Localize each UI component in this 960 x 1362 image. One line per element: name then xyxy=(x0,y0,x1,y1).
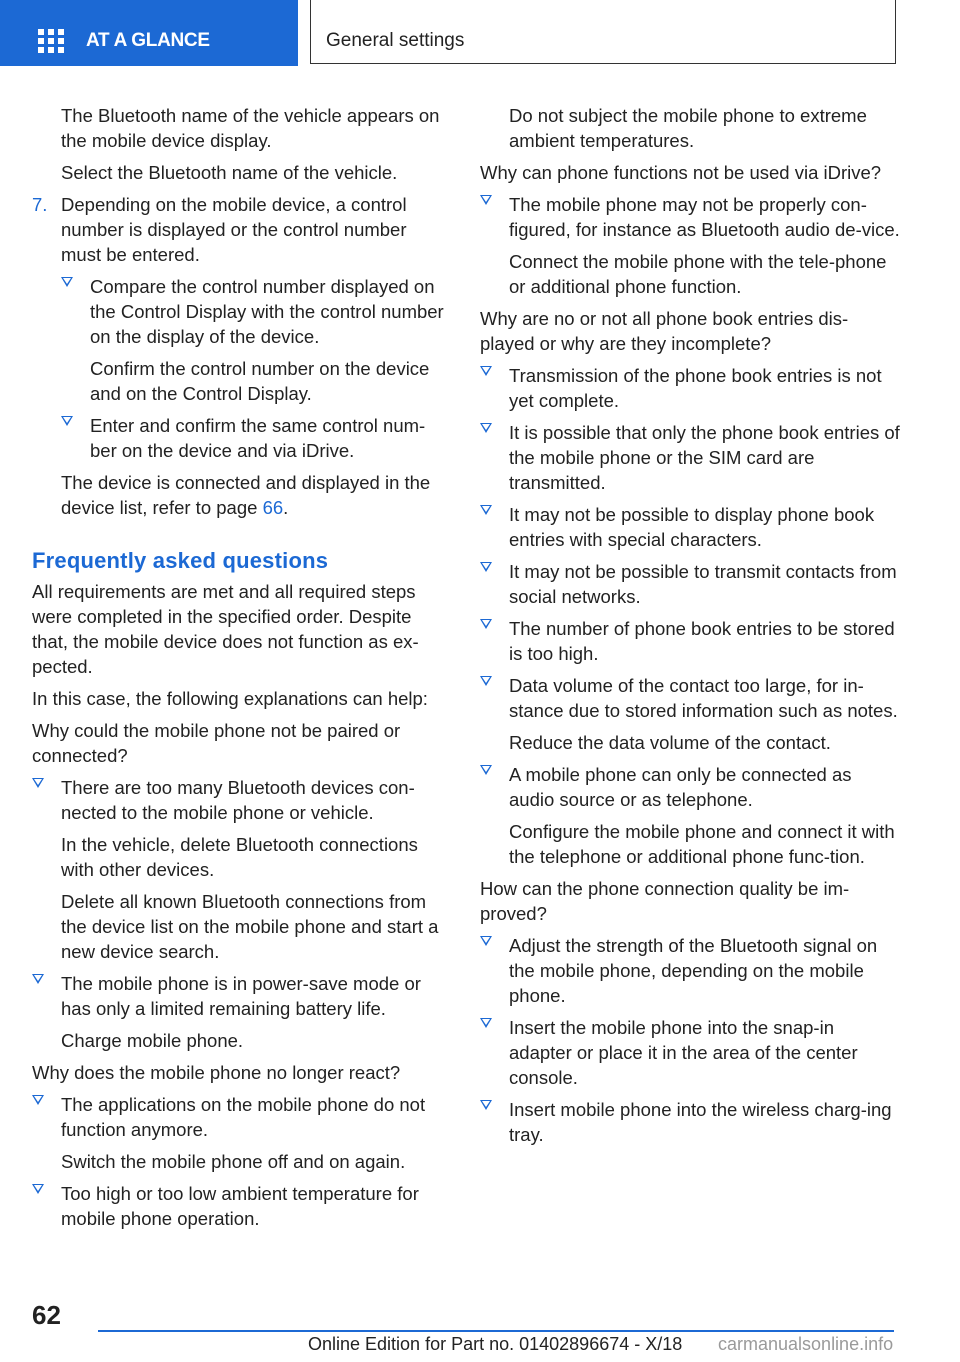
section-heading: Frequently asked questions xyxy=(32,548,329,573)
list-item xyxy=(480,420,900,495)
bullet-text: The applications on the mobile phone do not function anymore. xyxy=(61,1094,426,1140)
edition-text: Online Edition for Part no. 01402896674 - X/18 xyxy=(308,1334,683,1354)
question: Why are no or not all phone book entries dis-played or why are they incomplete? xyxy=(480,308,849,354)
question: How can the phone connection quality be im-proved? xyxy=(480,878,850,924)
list-item xyxy=(32,1181,450,1231)
paragraph: Switch the mobile phone off and on again. xyxy=(61,1151,406,1172)
page-number: 62 xyxy=(32,1300,61,1330)
paragraph: Reduce the data volume of the contact. xyxy=(509,732,831,753)
step-text: Depending on the mobile device, a control number is displayed or the control number must be entered. xyxy=(61,194,407,265)
bullet-text: The mobile phone is in power-save mode or has only a limited remaining battery life. xyxy=(61,973,421,1019)
connected-end: . xyxy=(283,497,289,518)
bullet-triangle-icon xyxy=(480,1018,492,1028)
paragraph: Configure the mobile phone and connect it with the telephone or additional phone func-tion. xyxy=(509,821,895,867)
list-item xyxy=(480,559,900,609)
bullet-triangle-icon xyxy=(61,277,73,287)
step-7 xyxy=(32,192,450,267)
bullet-text: The mobile phone may not be properly con-figured, for instance as Bluetooth audio de-vice. xyxy=(509,194,900,240)
list-item xyxy=(480,1015,900,1090)
list-item xyxy=(480,673,900,723)
bullet-text: Data volume of the contact too large, for in-stance due to stored information such as notes. xyxy=(509,675,898,721)
header-tab-at-a-glance[interactable] xyxy=(0,0,298,66)
bullet-triangle-icon xyxy=(480,366,492,376)
list-item xyxy=(32,274,450,349)
list-item xyxy=(480,363,900,413)
paragraph: In the vehicle, delete Bluetooth connections with other devices. xyxy=(61,834,418,880)
list-item xyxy=(480,502,900,552)
bullet-text: It is possible that only the phone book entries of the mobile phone or the SIM card are transmitted. xyxy=(509,422,900,493)
left-column xyxy=(32,103,450,1231)
paragraph: Confirm the control number on the device and on the Control Display. xyxy=(90,358,430,404)
paragraph: Delete all known Bluetooth connections from the device list on the mobile phone and start a new device search. xyxy=(61,891,439,962)
bullet-text: Transmission of the phone book entries is not yet complete. xyxy=(509,365,882,411)
bullet-text: The number of phone book entries to be stored is too high. xyxy=(509,618,895,664)
list-item xyxy=(32,1092,450,1142)
list-item xyxy=(32,971,450,1021)
paragraph: The Bluetooth name of the vehicle appears on the mobile device display. xyxy=(61,105,440,151)
paragraph: In this case, the following explanations can help: xyxy=(32,688,428,709)
bullet-triangle-icon xyxy=(61,416,73,426)
bullet-text: It may not be possible to transmit contacts from social networks. xyxy=(509,561,897,607)
paragraph: Charge mobile phone. xyxy=(61,1030,244,1051)
paragraph: All requirements are met and all required steps were completed in the specified order. Despite that, the mobile device does not function as ex-pected. xyxy=(32,581,419,677)
bullet-triangle-icon xyxy=(32,1184,44,1194)
question: Why could the mobile phone not be paired or connected? xyxy=(32,720,401,766)
page-link[interactable]: 66 xyxy=(262,497,284,518)
bullet-triangle-icon xyxy=(480,936,492,946)
list-item xyxy=(480,192,900,242)
question: Why can phone functions not be used via iDrive? xyxy=(480,162,882,183)
bullet-triangle-icon xyxy=(480,195,492,205)
grid-menu-icon xyxy=(38,29,66,53)
paragraph xyxy=(32,470,450,520)
list-item xyxy=(480,933,900,1008)
bullet-triangle-icon xyxy=(480,619,492,629)
connected-text: The device is connected and displayed in the device list, refer to page xyxy=(61,472,431,518)
bullet-text: Compare the control number displayed on the Control Display with the control number on the display of the device. xyxy=(90,276,444,347)
header-tab-label: AT A GLANCE xyxy=(86,30,210,51)
section-title: General settings xyxy=(326,30,465,51)
question: Why does the mobile phone no longer react? xyxy=(32,1062,401,1083)
bullet-triangle-icon xyxy=(480,505,492,515)
bullet-triangle-icon xyxy=(480,1100,492,1110)
list-item xyxy=(480,1097,900,1147)
bullet-text: It may not be possible to display phone book entries with special characters. xyxy=(509,504,875,550)
bullet-text: Too high or too low ambient temperature for mobile phone operation. xyxy=(61,1183,419,1229)
list-item xyxy=(480,616,900,666)
paragraph: Connect the mobile phone with the tele-phone or additional phone function. xyxy=(509,251,887,297)
bullet-text: There are too many Bluetooth devices con-nected to the mobile phone or vehicle. xyxy=(61,777,415,823)
bullet-triangle-icon xyxy=(32,974,44,984)
right-column xyxy=(480,103,900,1147)
list-item xyxy=(32,413,450,463)
bullet-text: Adjust the strength of the Bluetooth signal on the mobile phone, depending on the mobile phone. xyxy=(509,935,878,1006)
bullet-triangle-icon xyxy=(480,562,492,572)
watermark: carmanualsonline.info xyxy=(718,1334,894,1354)
bullet-triangle-icon xyxy=(32,778,44,788)
footer-divider xyxy=(98,1330,894,1332)
paragraph: Do not subject the mobile phone to extreme ambient temperatures. xyxy=(509,105,867,151)
list-item xyxy=(32,775,450,825)
bullet-triangle-icon xyxy=(32,1095,44,1105)
list-item xyxy=(480,762,900,812)
section-header xyxy=(310,0,896,64)
bullet-triangle-icon xyxy=(480,676,492,686)
bullet-triangle-icon xyxy=(480,765,492,775)
bullet-text: Enter and confirm the same control num-ber on the device and via iDrive. xyxy=(90,415,426,461)
bullet-triangle-icon xyxy=(480,423,492,433)
bullet-text: A mobile phone can only be connected as audio source or as telephone. xyxy=(509,764,852,810)
bullet-text: Insert the mobile phone into the snap-in adapter or place it in the area of the center console. xyxy=(509,1017,858,1088)
paragraph: Select the Bluetooth name of the vehicle. xyxy=(61,162,398,183)
step-number: 7. xyxy=(32,194,48,215)
bullet-text: Insert mobile phone into the wireless charg-ing tray. xyxy=(509,1099,892,1145)
